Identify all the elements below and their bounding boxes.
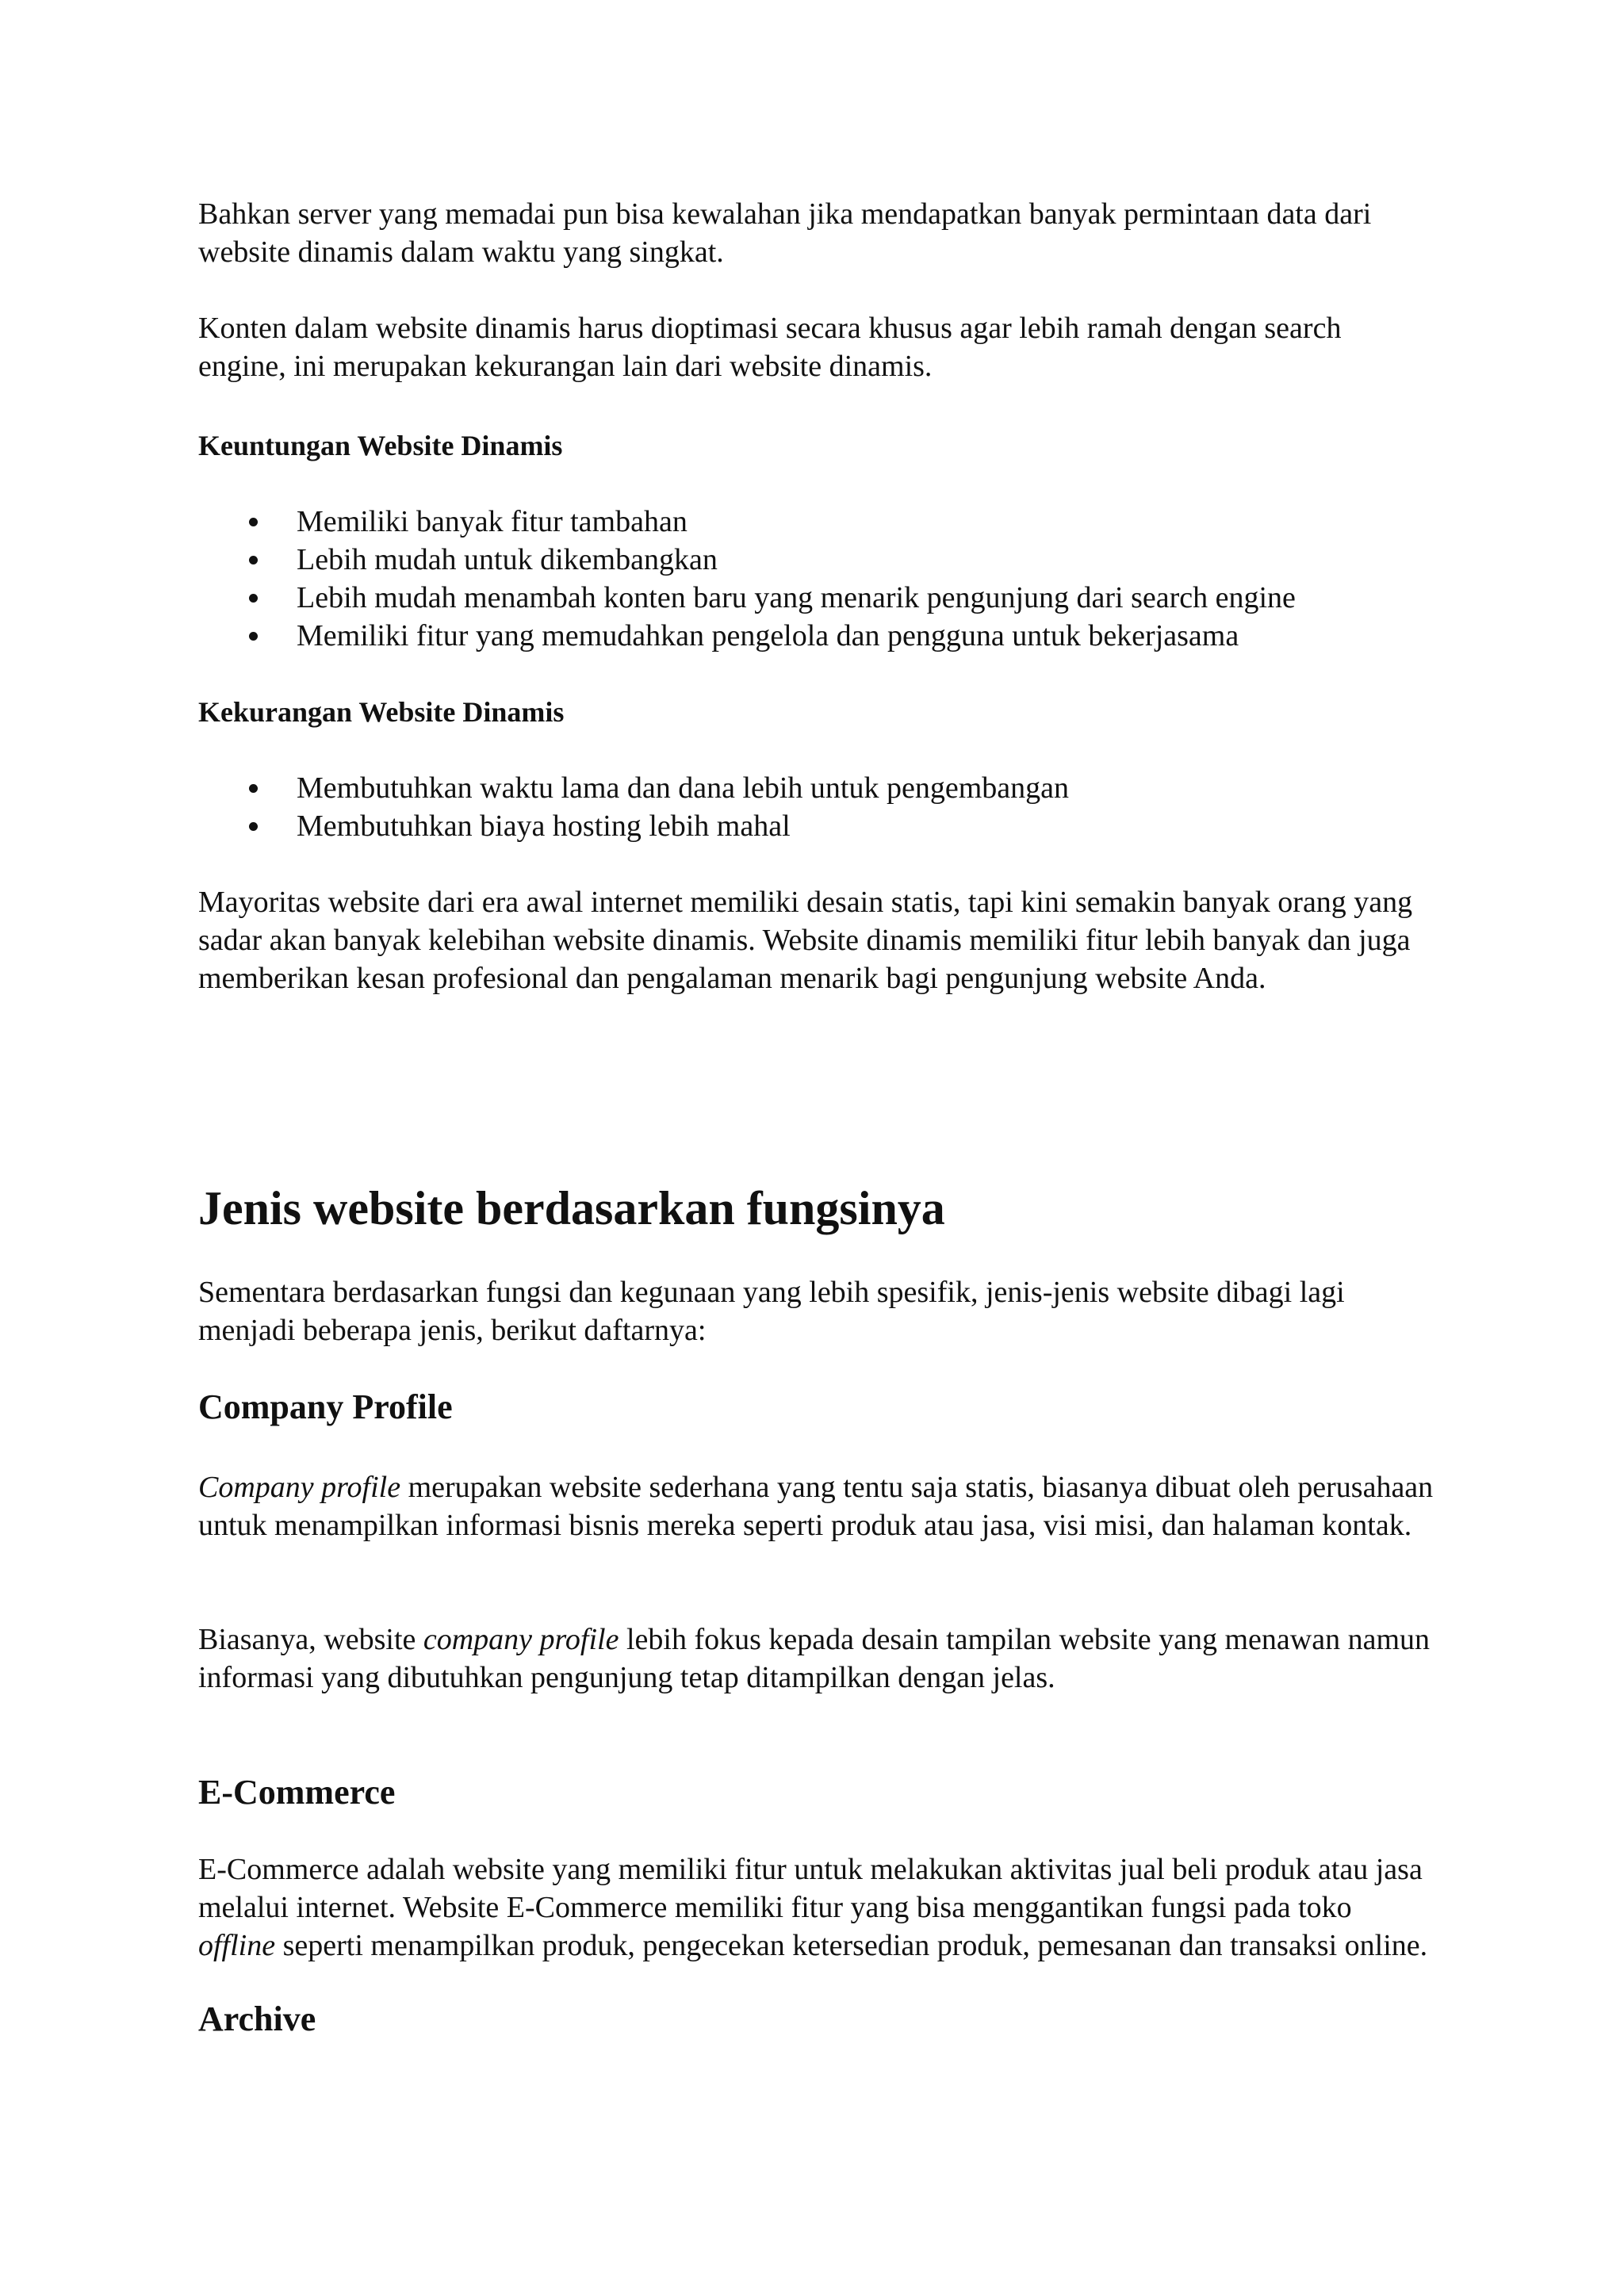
heading-kekurangan: Kekurangan Website Dinamis bbox=[198, 696, 565, 728]
heading-ecommerce: E-Commerce bbox=[198, 1773, 396, 1812]
bullet-icon bbox=[249, 518, 258, 526]
list-item: Lebih mudah untuk dikembangkan bbox=[198, 541, 1435, 579]
paragraph-sementara: Sementara berdasarkan fungsi dan kegunaan yang lebih spesifik, jenis-jenis website dibagi lagi menjadi beberapa jenis, berikut daftarnya: bbox=[198, 1276, 1345, 1347]
list-item: Memiliki fitur yang memudahkan pengelola dan pengguna untuk bekerjasama bbox=[198, 617, 1435, 655]
list-keuntungan bbox=[198, 503, 1435, 655]
page-title: Jenis website berdasarkan fungsinya bbox=[198, 1182, 945, 1234]
paragraph-company-2: Biasanya, website company profile lebih fokus kepada desain tampilan website yang menawan namun informasi yang dibutuhkan pengunjung tetap ditampilkan dengan jelas. bbox=[198, 1623, 1430, 1694]
paragraph-server-load: Bahkan server yang memadai pun bisa kewalahan jika mendapatkan banyak permintaan data dari website dinamis dalam waktu yang singkat. bbox=[198, 197, 1372, 269]
list-item: Membutuhkan waktu lama dan dana lebih untuk pengembangan bbox=[198, 769, 1435, 807]
bullet-icon bbox=[249, 594, 258, 603]
paragraph-mayoritas: Mayoritas website dari era awal internet memiliki desain statis, tapi kini semakin banyak orang yang sadar akan banyak kelebihan website dinamis. Website dinamis memiliki fitur lebih banyak dan juga memberikan kesan profesional dan pengalaman menarik bagi pengunjung website Anda. bbox=[198, 886, 1413, 995]
list-item: Membutuhkan biaya hosting lebih mahal bbox=[198, 807, 1435, 845]
paragraph-ecommerce: E-Commerce adalah website yang memiliki fitur untuk melakukan aktivitas jual beli produk atau jasa melalui internet. Website E-Commerce memiliki fitur yang bisa menggantikan fungsi pada toko offline seperti menampilkan produk, pengecekan ketersedian produk, pemesanan dan transaksi online. bbox=[198, 1853, 1428, 1962]
paragraph-seo-content: Konten dalam website dinamis harus dioptimasi secara khusus agar lebih ramah dengan search engine, ini merupakan kekurangan lain dari website dinamis. bbox=[198, 312, 1342, 383]
bullet-icon bbox=[249, 784, 258, 793]
heading-keuntungan: Keuntungan Website Dinamis bbox=[198, 430, 563, 461]
list-item: Memiliki banyak fitur tambahan bbox=[198, 503, 1435, 541]
bullet-icon bbox=[249, 822, 258, 831]
list-item: Lebih mudah menambah konten baru yang menarik pengunjung dari search engine bbox=[198, 579, 1435, 617]
heading-company-profile: Company Profile bbox=[198, 1387, 453, 1426]
bullet-icon bbox=[249, 556, 258, 564]
paragraph-company-1: Company profile merupakan website sederhana yang tentu saja statis, biasanya dibuat oleh perusahaan untuk menampilkan informasi bisnis mereka seperti produk atau jasa, visi misi, dan halaman kontak. bbox=[198, 1471, 1434, 1542]
heading-archive: Archive bbox=[198, 1999, 316, 2038]
bullet-icon bbox=[249, 632, 258, 641]
list-kekurangan bbox=[198, 769, 1435, 845]
